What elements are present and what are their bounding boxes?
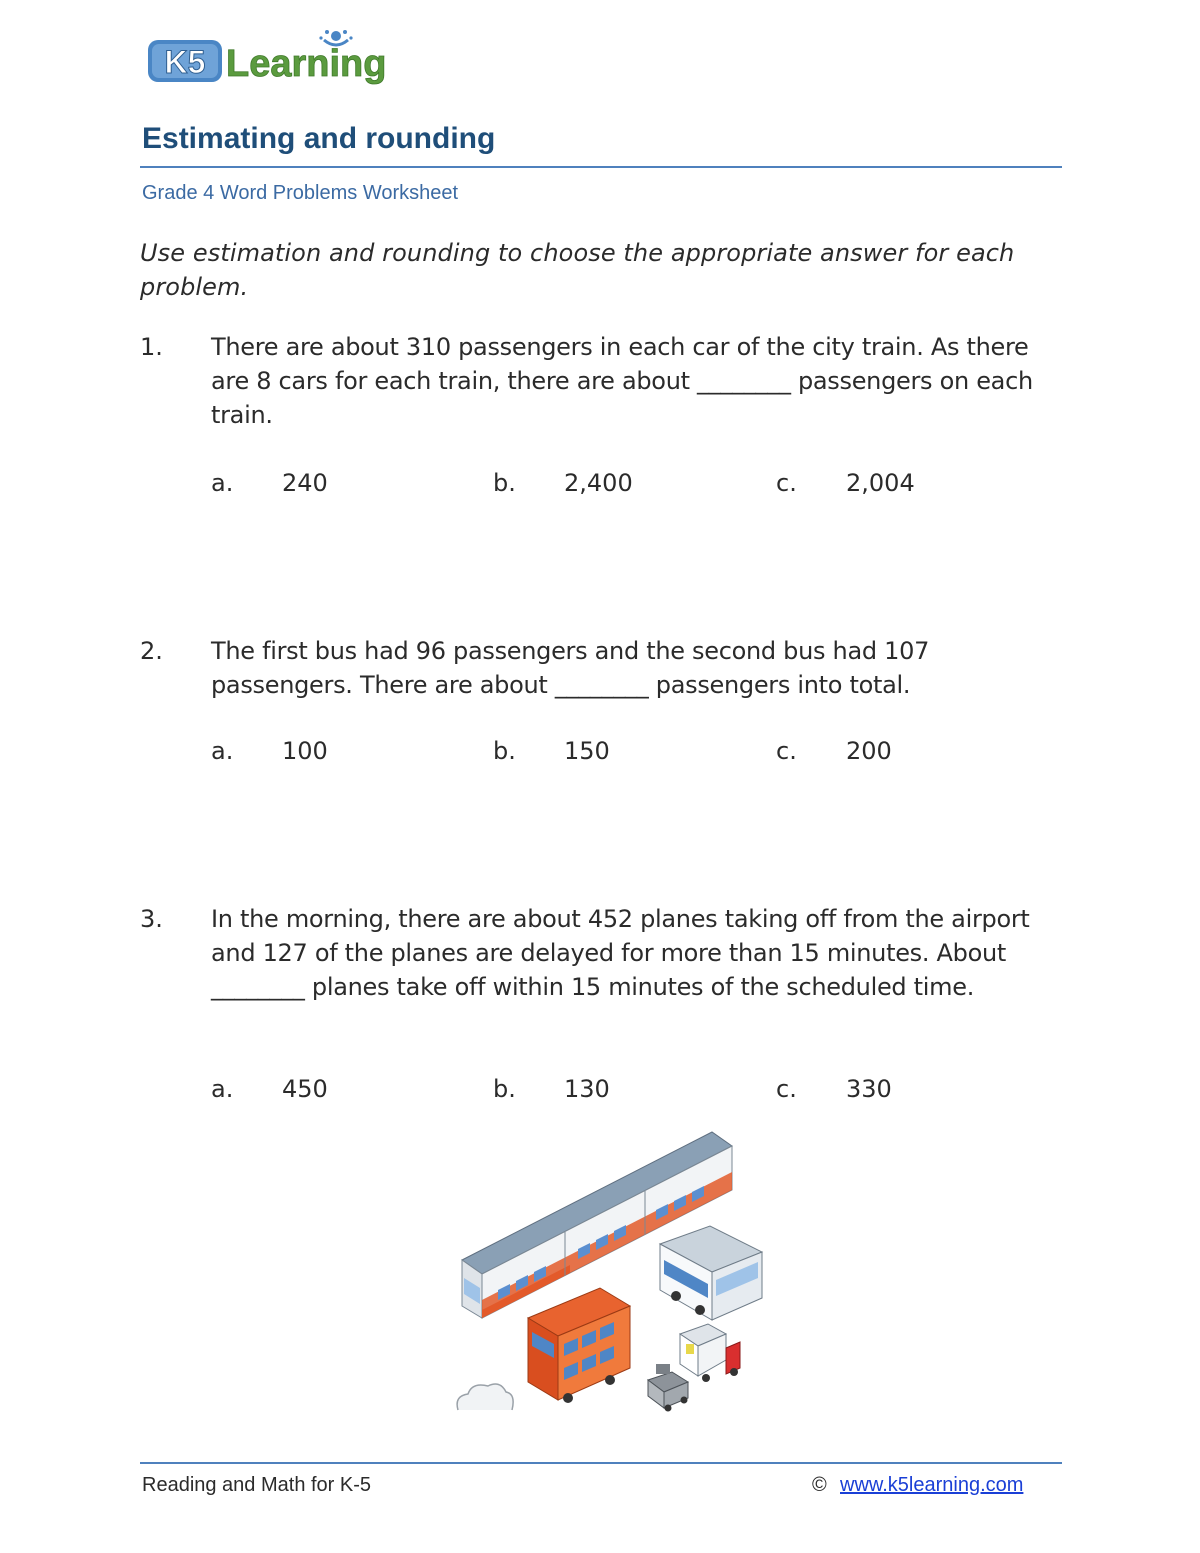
option-letter: b. xyxy=(493,1075,516,1103)
k5-learning-logo xyxy=(146,26,406,92)
page-title: Estimating and rounding xyxy=(142,122,496,155)
red-bus-icon xyxy=(528,1288,630,1403)
option-value: 330 xyxy=(846,1075,892,1103)
option-letter: c. xyxy=(776,737,797,765)
option-letter: b. xyxy=(493,469,516,497)
option-value: 200 xyxy=(846,737,892,765)
option-value: 2,400 xyxy=(564,469,633,497)
cloud-icon xyxy=(457,1384,513,1410)
question-text: In the morning, there are about 452 planes taking off from the airport and 127 of the planes are delayed for more than 15 minutes. About ________ planes take off within 15 minutes of the scheduled time. xyxy=(211,905,1030,1001)
option-letter: a. xyxy=(211,737,234,765)
logo-figure-icon xyxy=(331,31,341,41)
option-value: 240 xyxy=(282,469,328,497)
option-letter: b. xyxy=(493,737,516,765)
logo-k5-text: K5 xyxy=(164,44,206,80)
question-number: 1. xyxy=(140,333,163,361)
truck-icon xyxy=(680,1324,740,1382)
option-value: 450 xyxy=(282,1075,328,1103)
title-divider xyxy=(140,166,1062,168)
option-letter: c. xyxy=(776,469,797,497)
instructions: Use estimation and rounding to choose the appropriate answer for each problem. xyxy=(140,239,1015,301)
car-icon xyxy=(648,1364,688,1412)
option-letter: a. xyxy=(211,1075,234,1103)
option-value: 100 xyxy=(282,737,328,765)
option-value: 150 xyxy=(564,737,610,765)
option-letter: c. xyxy=(776,1075,797,1103)
option-letter: a. xyxy=(211,469,234,497)
question-number: 2. xyxy=(140,637,163,665)
footer-website-link[interactable]: www.k5learning.com xyxy=(840,1474,1024,1496)
vehicles-illustration xyxy=(450,1128,770,1418)
option-value: 130 xyxy=(564,1075,610,1103)
footer-tagline: Reading and Math for K-5 xyxy=(142,1474,372,1496)
logo-word-text: Learning xyxy=(226,43,387,85)
question-text: The first bus had 96 passengers and the second bus had 107 passengers. There are about ________ passengers into total. xyxy=(211,637,930,699)
question-text: There are about 310 passengers in each car of the city train. As there are 8 cars for each train, there are about ________ passengers on each train. xyxy=(211,333,1033,429)
copyright-symbol: © xyxy=(812,1474,827,1496)
white-bus-icon xyxy=(660,1226,762,1320)
question-number: 3. xyxy=(140,905,163,933)
option-value: 2,004 xyxy=(846,469,915,497)
footer-divider xyxy=(140,1462,1062,1464)
worksheet-subtitle: Grade 4 Word Problems Worksheet xyxy=(142,182,459,204)
